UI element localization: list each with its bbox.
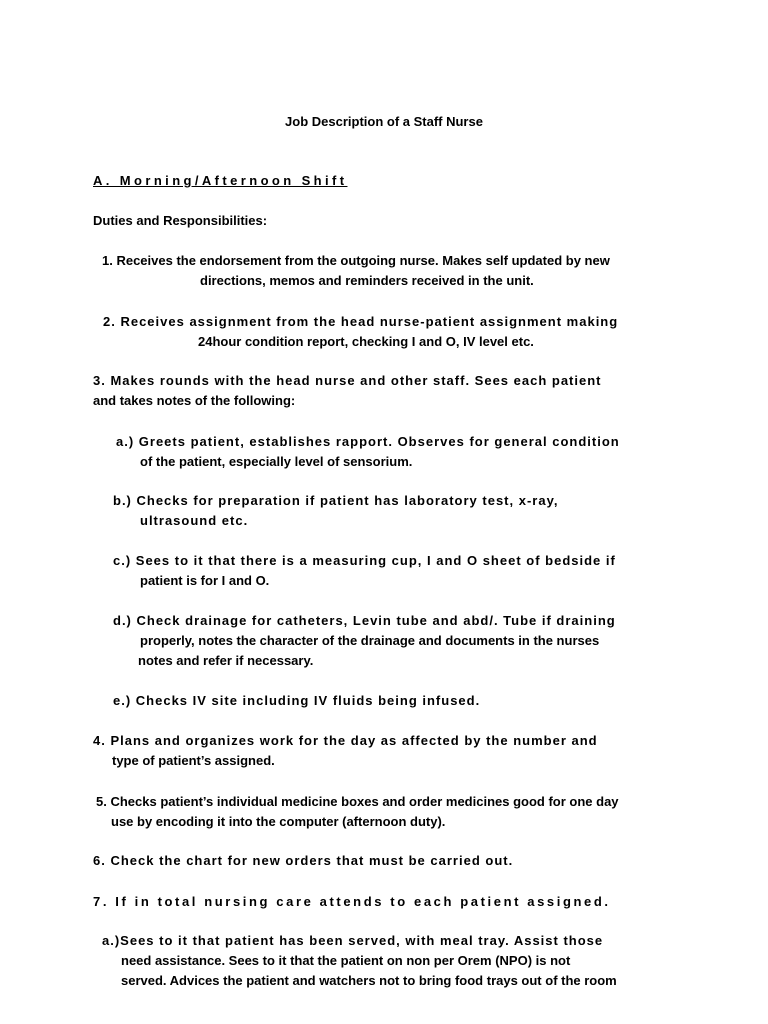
item-4-line-1: 4. Plans and organizes work for the day as affected by the number and <box>93 733 598 748</box>
duties-heading: Duties and Responsibilities: <box>93 213 268 228</box>
item-2-line-1: 2. Receives assignment from the head nurse-patient assignment making <box>103 314 619 329</box>
document-title: Job Description of a Staff Nurse <box>285 114 483 129</box>
item-3a-line-2: of the patient, especially level of sensorium. <box>140 454 413 469</box>
item-5-line-2: use by encoding it into the computer (afternoon duty). <box>111 814 446 829</box>
item-3b-line-2: ultrasound etc. <box>140 513 249 528</box>
item-2-line-2: 24hour condition report, checking I and O, IV level etc. <box>198 334 534 349</box>
section-heading: A. Morning/Afternoon Shift <box>93 173 348 188</box>
item-1-line-1: 1. Receives the endorsement from the outgoing nurse. Makes self updated by new <box>102 253 610 268</box>
item-3-line-2: and takes notes of the following: <box>93 393 296 408</box>
item-7a-line-2: need assistance. Sees to it that the patient on non per Orem (NPO) is not <box>121 953 571 968</box>
item-5-line-1: 5. Checks patient’s individual medicine boxes and order medicines good for one day <box>96 794 619 809</box>
item-3d-line-2: properly, notes the character of the drainage and documents in the nurses <box>140 633 600 648</box>
item-6-line-1: 6. Check the chart for new orders that must be carried out. <box>93 853 514 868</box>
item-4-line-2: type of patient’s assigned. <box>112 753 275 768</box>
item-3d-line-3: notes and refer if necessary. <box>138 653 314 668</box>
item-3d-line-1: d.) Check drainage for catheters, Levin tube and abd/. Tube if draining <box>113 613 616 628</box>
item-7a-line-3: served. Advices the patient and watchers not to bring food trays out of the room <box>121 973 617 988</box>
item-3c-line-2: patient is for I and O. <box>140 573 270 588</box>
item-1-line-2: directions, memos and reminders received in the unit. <box>200 273 534 288</box>
item-3a-line-1: a.) Greets patient, establishes rapport. Observes for general condition <box>116 434 620 449</box>
item-3e-line-1: e.) Checks IV site including IV fluids being infused. <box>113 693 481 708</box>
item-3c-line-1: c.) Sees to it that there is a measuring cup, I and O sheet of bedside if <box>113 553 616 568</box>
item-3-line-1: 3. Makes rounds with the head nurse and other staff. Sees each patient <box>93 373 602 388</box>
item-7-line-1: 7. If in total nursing care attends to each patient assigned. <box>93 894 611 909</box>
item-3b-line-1: b.) Checks for preparation if patient has laboratory test, x-ray, <box>113 493 559 508</box>
item-7a-line-1: a.)Sees to it that patient has been served, with meal tray. Assist those <box>102 933 604 948</box>
